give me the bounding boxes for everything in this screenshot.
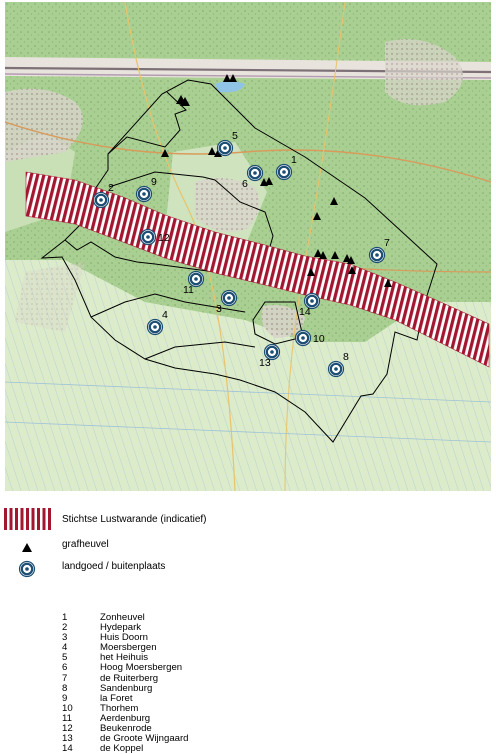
list-item: 4 Moersbergen bbox=[62, 642, 157, 654]
estate-list bbox=[62, 613, 189, 754]
list-item: 13 de Groote Wijngaard bbox=[62, 733, 189, 745]
marker-number-label: 2 bbox=[108, 182, 114, 194]
marker-number-label: 1 bbox=[291, 154, 297, 166]
map[interactable] bbox=[5, 2, 491, 491]
marker-number-label: 4 bbox=[162, 309, 168, 321]
legend-row-lustwarande bbox=[0, 500, 496, 530]
lustwarande-swatch-icon bbox=[4, 508, 54, 536]
list-item: 2 Hydepark bbox=[62, 622, 142, 634]
list-item: 8 Sandenburg bbox=[62, 682, 153, 694]
marker-number-label: 11 bbox=[183, 284, 194, 296]
marker-number-label: 10 bbox=[313, 333, 325, 345]
list-item: 11 Aerdenburg bbox=[62, 712, 151, 724]
list-item: 6 Hoog Moersbergen bbox=[62, 662, 183, 674]
marker-number-label: 5 bbox=[232, 130, 238, 142]
list-item: 12 Beukenrode bbox=[62, 723, 152, 735]
list-item: 1 Zonheuvel bbox=[62, 612, 145, 623]
marker-number-label: 8 bbox=[343, 351, 349, 363]
legend-label-grafheuvel: grafheuvel bbox=[62, 539, 109, 550]
legend-label-lustwarande: Stichtse Lustwarande (indicatief) bbox=[62, 514, 207, 525]
marker-number-label: 9 bbox=[151, 176, 157, 188]
list-item: 7 de Ruiterberg bbox=[62, 672, 159, 684]
list-item: 3 Huis Doorn bbox=[62, 632, 148, 644]
legend bbox=[0, 500, 496, 753]
marker-number-label: 6 bbox=[242, 178, 248, 190]
list-item: 9 la Foret bbox=[62, 692, 133, 704]
grafheuvel-triangle-icon bbox=[21, 542, 33, 554]
marker-number-label: 3 bbox=[216, 303, 222, 315]
list-item: 14 de Koppel bbox=[62, 743, 144, 754]
marker-number-label: 13 bbox=[259, 357, 271, 369]
legend-row-landgoed bbox=[0, 558, 496, 588]
marker-number-label: 7 bbox=[384, 237, 390, 249]
list-item: 5 het Heihuis bbox=[62, 652, 148, 664]
landgoed-marker-icon bbox=[18, 560, 36, 578]
marker-number-label: 14 bbox=[299, 306, 311, 318]
legend-label-landgoed: landgoed / buitenplaats bbox=[62, 561, 166, 572]
marker-number-label: 12 bbox=[158, 232, 170, 244]
list-item: 10 Thorhem bbox=[62, 702, 139, 714]
